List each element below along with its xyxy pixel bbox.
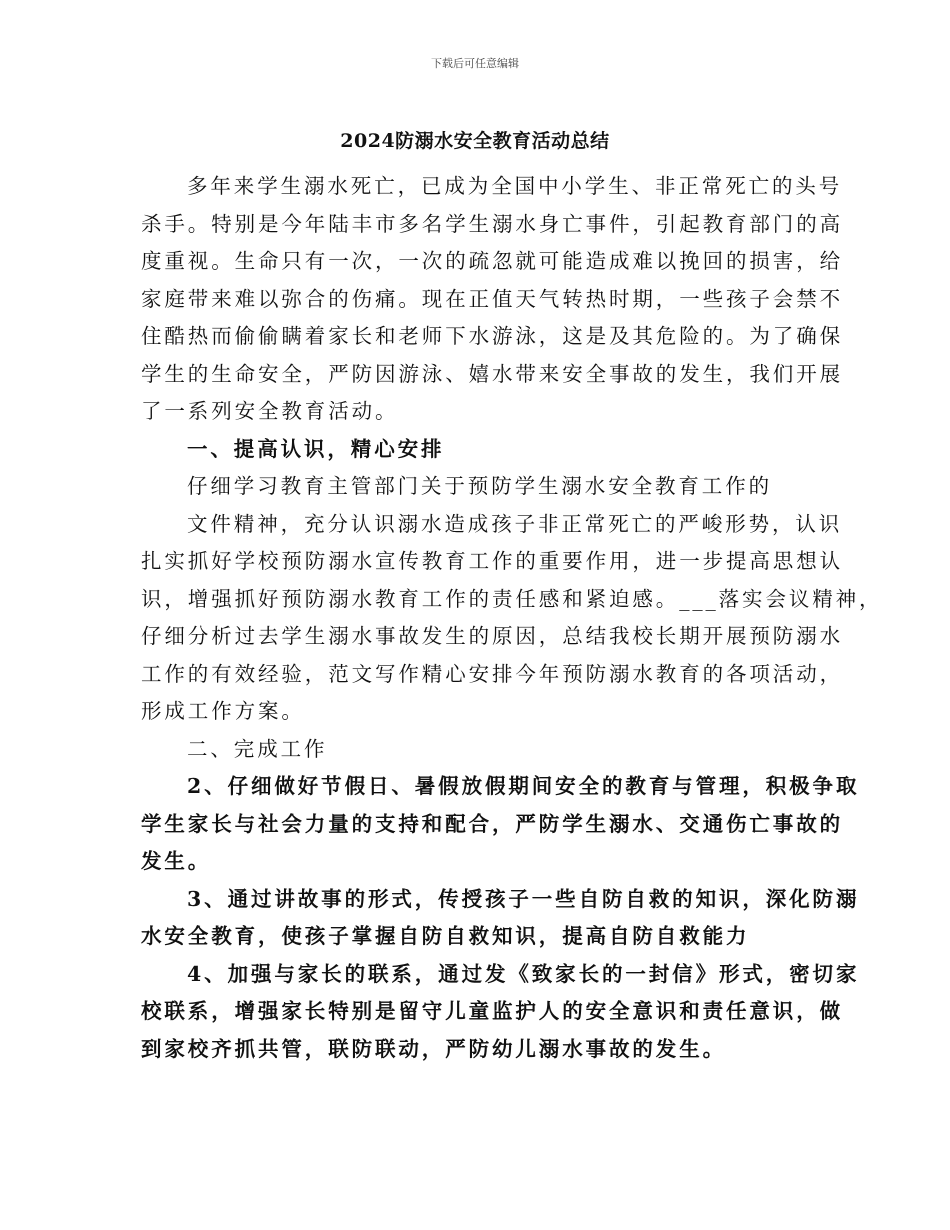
text-line: 学生的生命安全，严防因游泳、嬉水带来安全事故的发生，我们开展 [141,361,843,386]
text-line: 学生家长与社会力量的支持和配合，严防学生溺水、交通伤亡事故的 [141,811,843,836]
text-line: 发生。 [141,849,212,873]
text-line: 家庭带来难以弥合的伤痛。现在正值天气转热时期，一些孩子会禁不 [141,286,843,311]
text-line: 校联系，增强家长特别是留守儿童监护人的安全意识和责任意识，做 [141,999,843,1023]
text-line: 识，增强抓好预防溺水教育工作的责任感和紧迫感。___落实会议精神， [141,586,883,611]
text-line: 仔细学习教育主管部门关于预防学生溺水安全教育工作的 [187,474,772,498]
text-line: 文件精神，充分认识溺水造成孩子非正常死亡的严峻形势，认识 [187,511,843,536]
item-2-paragraph [141,768,860,881]
text-line: 4、加强与家长的联系，通过发《致家长的一封信》形式，密切家 [187,961,860,986]
item-3-paragraph [141,881,860,956]
header-note: 下载后可任意编辑 [431,57,519,70]
document-body [141,168,883,1068]
text-line: 形成工作方案。 [141,699,305,723]
text-line: 水安全教育，使孩子掌握自防自救知识，提高自防自救能力 [141,924,750,948]
text-line: 3、通过讲故事的形式，传授孩子一些自防自救的知识，深化防溺 [187,886,860,911]
text-line: 仔细分析过去学生溺水事故发生的原因，总结我校长期开展预防溺水 [141,624,843,648]
section-heading-2: 二、完成工作 [187,736,328,761]
intro-paragraph [141,168,843,431]
text-line: 住酷热而偷偷瞒着家长和老师下水游泳，这是及其危险的。为了确保 [141,324,843,348]
text-line: 2、仔细做好节假日、暑假放假期间安全的教育与管理，积极争取 [187,774,860,798]
text-line: 了一系列安全教育活动。 [141,399,399,423]
text-line: 多年来学生溺水死亡，已成为全国中小学生、非正常死亡的头号 [187,174,843,198]
section-heading-1: 一、提高认识，精心安排 [187,436,445,461]
section1-paragraph [141,468,883,731]
document-title: 2024防溺水安全教育活动总结 [340,130,610,152]
text-line: 到家校齐抓共管，联防联动，严防幼儿溺水事故的发生。 [141,1036,726,1061]
text-line: 工作的有效经验，范文写作精心安排今年预防溺水教育的各项活动， [141,661,843,686]
text-line: 杀手。特别是今年陆丰市多名学生溺水身亡事件，引起教育部门的高 [141,211,843,236]
text-line: 扎实抓好学校预防溺水宣传教育工作的重要作用，进一步提高思想认 [141,549,843,573]
item-4-paragraph [141,956,860,1069]
text-line: 度重视。生命只有一次，一次的疏忽就可能造成难以挽回的损害，给 [141,249,843,273]
